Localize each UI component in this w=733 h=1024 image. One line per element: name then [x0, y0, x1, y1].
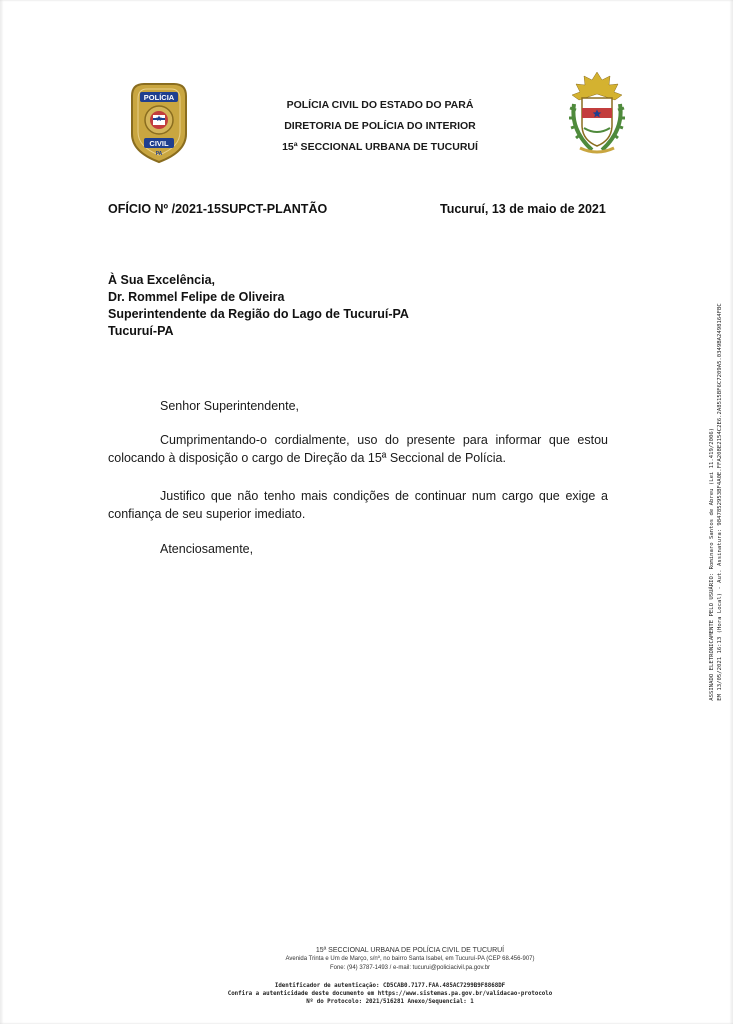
oficio-number: OFÍCIO Nº /2021-15SUPCT-PLANTÃO	[108, 202, 328, 216]
auth-line-1: Identificador de autenticação: CD5CAB0.7177.FAA.485AC7299B9F8868DF	[274, 983, 506, 989]
electronic-signature-stamp	[708, 303, 724, 700]
salutation	[108, 397, 608, 415]
authentication-block	[150, 982, 630, 1006]
recipient-greeting: À Sua Excelência,	[108, 273, 216, 287]
salutation-text: Senhor Superintendente,	[160, 399, 299, 413]
signature-stamp-line-1: ASSINADO ELETRONICAMENTE PELO USUÁRIO: Rominaro Santos de Abreu (Lei 11.419/2006)	[709, 427, 715, 701]
header-line-3: 15ª SECCIONAL URBANA DE TUCURUÍ	[282, 141, 478, 153]
footer-line-2: Avenida Trinta e Um de Março, s/nº, no bairro Santa Isabel, em Tucuruí-PA (CEP 68.456-907)	[285, 956, 535, 962]
document-header	[230, 95, 530, 158]
policia-civil-badge-logo	[126, 80, 192, 164]
badge-bottom-text: CIVIL	[149, 139, 169, 148]
body-paragraph-2	[108, 487, 608, 523]
footer-line-1: 15ª SECCIONAL URBANA DE POLÍCIA CIVIL DE TUCURUÍ	[315, 947, 505, 954]
header-line-2: DIRETORIA DE POLÍCIA DO INTERIOR	[284, 120, 476, 132]
closing	[108, 540, 608, 558]
oficio-date: Tucuruí, 13 de maio de 2021	[440, 202, 606, 216]
para-coat-of-arms-logo	[562, 70, 632, 158]
auth-line-2: Confira a autenticidade deste documento em https://www.sistemas.pa.gov.br/validacao-protocolo	[227, 991, 553, 997]
signature-stamp-line-2: EM 13/05/2021 16:13 (Hora Local) - Aut. Assinatura: 9847852953BF4A0E.FFA208E2154C2E6.2A8515BF6C7209A5.0349BA2498164FBC	[717, 303, 723, 701]
header-line-1: POLÍCIA CIVIL DO ESTADO DO PARÁ	[286, 99, 474, 111]
badge-sub-text: PA	[155, 151, 163, 157]
paragraph-2-text: Justifico que não tenho mais condições de continuar num cargo que exige a confiança de seu superior imediato.	[108, 489, 608, 521]
auth-line-3: Nº do Protocolo: 2021/516281 Anexo/Sequencial: 1	[306, 999, 474, 1005]
closing-text: Atenciosamente,	[160, 542, 254, 556]
recipient-title: Superintendente da Região do Lago de Tucuruí-PA	[108, 307, 409, 321]
recipient-block	[108, 272, 409, 340]
paragraph-1-text: Cumprimentando-o cordialmente, uso do presente para informar que estou colocando à disposição o cargo de Direção da 15ª Seccional de Polícia.	[108, 433, 608, 465]
footer-line-3: Fone: (94) 3787-1493 / e-mail: tucurui@policiacivil.pa.gov.br	[329, 965, 491, 971]
recipient-city: Tucuruí-PA	[108, 324, 174, 338]
badge-top-text: POLÍCIA	[143, 93, 175, 102]
body-paragraph-1	[108, 431, 608, 467]
recipient-name: Dr. Rommel Felipe de Oliveira	[108, 290, 285, 304]
document-footer	[200, 946, 620, 973]
